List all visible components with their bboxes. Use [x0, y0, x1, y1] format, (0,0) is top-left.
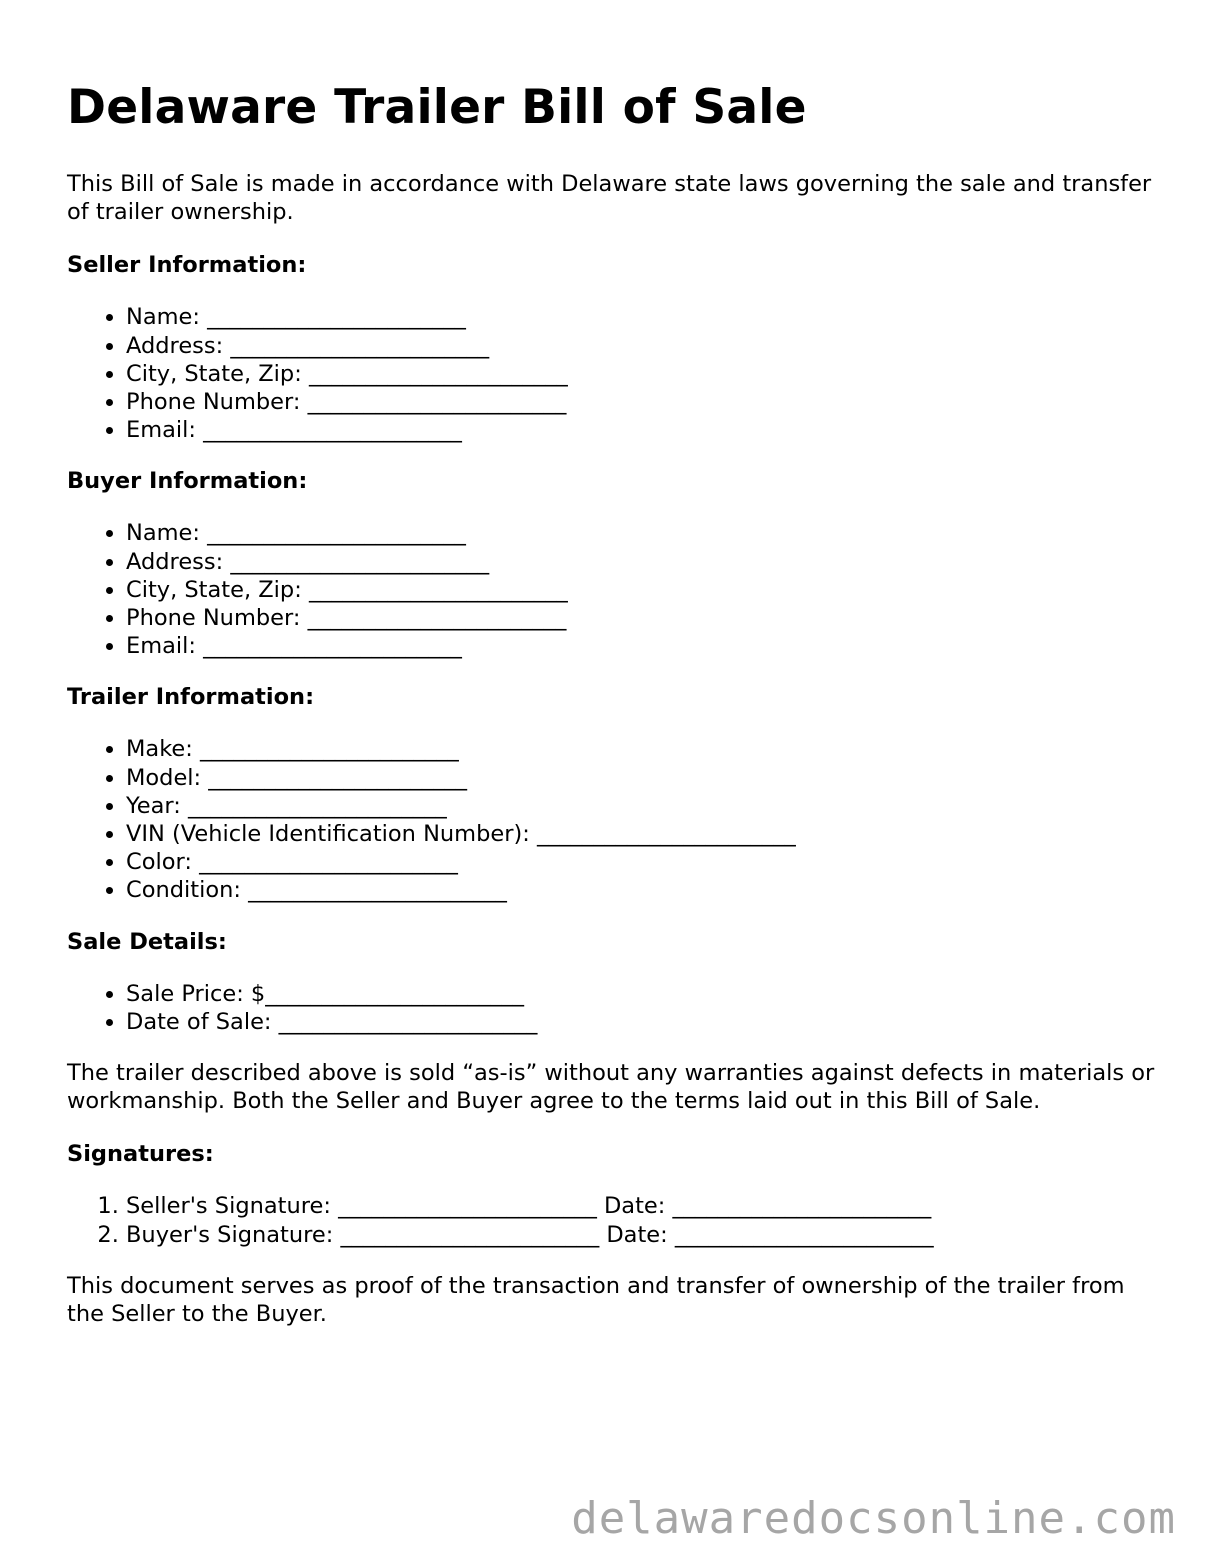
- buyer-address-label: Address:: [126, 548, 224, 575]
- blank-line: _______________________: [207, 520, 466, 547]
- seller-heading: Seller Information:: [67, 252, 307, 279]
- sale-fields-list: [67, 980, 1157, 1036]
- signatures-heading: Signatures:: [67, 1141, 214, 1168]
- as-is-paragraph: The trailer described above is sold “as-is” without any warranties against defects in materials or workmanship. Both the Seller and Buyer agree to the terms laid out in this Bill of Sale.: [67, 1060, 1155, 1115]
- blank-line: _______________________: [200, 736, 459, 763]
- list-item: [126, 604, 1157, 632]
- seller-name-label: Name:: [126, 304, 200, 331]
- buyer-name-label: Name:: [126, 520, 200, 547]
- blank-line: _______________________: [674, 1221, 934, 1248]
- seller-email-label: Email:: [126, 417, 197, 444]
- trailer-model-label: Model:: [126, 764, 202, 791]
- list-item: [126, 735, 1157, 763]
- blank-line: _______________________: [308, 360, 568, 387]
- trailer-make-label: Make:: [126, 736, 193, 763]
- buyer-date-label: Date:: [606, 1221, 668, 1248]
- blank-line: _______________________: [340, 1221, 600, 1248]
- watermark-text: delawaredocsonline.com: [571, 1493, 1176, 1544]
- buyer-email-label: Email:: [126, 633, 197, 660]
- document-page: [67, 80, 1157, 1353]
- buyer-city-state-zip-label: City, State, Zip:: [126, 576, 302, 603]
- closing-paragraph: This document serves as proof of the transaction and transfer of ownership of the trailer from the Seller to the Buyer.: [67, 1272, 1125, 1328]
- list-item: [126, 519, 1157, 547]
- seller-address-label: Address:: [126, 332, 224, 359]
- list-item: [126, 1221, 1157, 1249]
- buyer-phone-label: Phone Number:: [126, 605, 301, 632]
- list-item: [126, 548, 1157, 576]
- blank-line: _______________________: [187, 792, 447, 819]
- seller-city-state-zip-label: City, State, Zip:: [126, 360, 302, 387]
- blank-line: _______________________: [230, 332, 490, 359]
- blank-line: _______________________: [672, 1193, 932, 1220]
- list-item: [126, 764, 1157, 792]
- list-item: [126, 576, 1157, 604]
- seller-signature-label: Seller's Signature:: [126, 1193, 331, 1220]
- list-item: [126, 1192, 1157, 1220]
- trailer-color-label: Color:: [126, 849, 192, 876]
- sale-heading: Sale Details:: [67, 928, 227, 955]
- blank-line: _______________________: [307, 605, 567, 632]
- blank-line: _______________________: [248, 877, 507, 904]
- signatures-list: [67, 1192, 1157, 1248]
- blank-line: _______________________: [308, 576, 568, 603]
- buyer-signature-label: Buyer's Signature:: [126, 1221, 334, 1248]
- blank-line: _______________________: [278, 1008, 538, 1035]
- buyer-heading: Buyer Information:: [67, 468, 308, 495]
- document-title: Delaware Trailer Bill of Sale: [67, 80, 807, 135]
- trailer-vin-label: VIN (Vehicle Identification Number):: [126, 821, 530, 848]
- blank-line: _______________________: [207, 304, 466, 331]
- list-item: [126, 792, 1157, 820]
- list-item: [126, 303, 1157, 331]
- blank-line: _______________________: [208, 764, 468, 791]
- intro-paragraph: This Bill of Sale is made in accordance with Delaware state laws governing the sale and transfer of trailer ownership.: [67, 171, 1152, 226]
- list-item: [126, 848, 1157, 876]
- seller-fields-list: [67, 303, 1157, 444]
- list-item: [126, 332, 1157, 360]
- buyer-fields-list: [67, 519, 1157, 660]
- seller-date-label: Date:: [603, 1193, 666, 1220]
- list-item: [126, 876, 1157, 904]
- trailer-fields-list: [67, 735, 1157, 904]
- sale-date-label: Date of Sale:: [126, 1008, 272, 1035]
- trailer-year-label: Year:: [126, 792, 181, 819]
- list-item: [126, 388, 1157, 416]
- blank-line: _______________________: [338, 1193, 597, 1220]
- blank-line: _______________________: [536, 821, 796, 848]
- list-item: [126, 1008, 1157, 1036]
- trailer-condition-label: Condition:: [126, 877, 241, 904]
- list-item: [126, 632, 1157, 660]
- sale-price-label: Sale Price: $: [126, 980, 266, 1007]
- list-item: [126, 980, 1157, 1008]
- seller-phone-label: Phone Number:: [126, 389, 301, 416]
- blank-line: _______________________: [203, 417, 462, 444]
- trailer-heading: Trailer Information:: [67, 684, 315, 711]
- blank-line: _______________________: [199, 849, 458, 876]
- blank-line: _______________________: [265, 980, 525, 1007]
- blank-line: _______________________: [307, 389, 567, 416]
- list-item: [126, 360, 1157, 388]
- list-item: [126, 416, 1157, 444]
- blank-line: _______________________: [203, 633, 462, 660]
- list-item: [126, 820, 1157, 848]
- blank-line: _______________________: [230, 548, 490, 575]
